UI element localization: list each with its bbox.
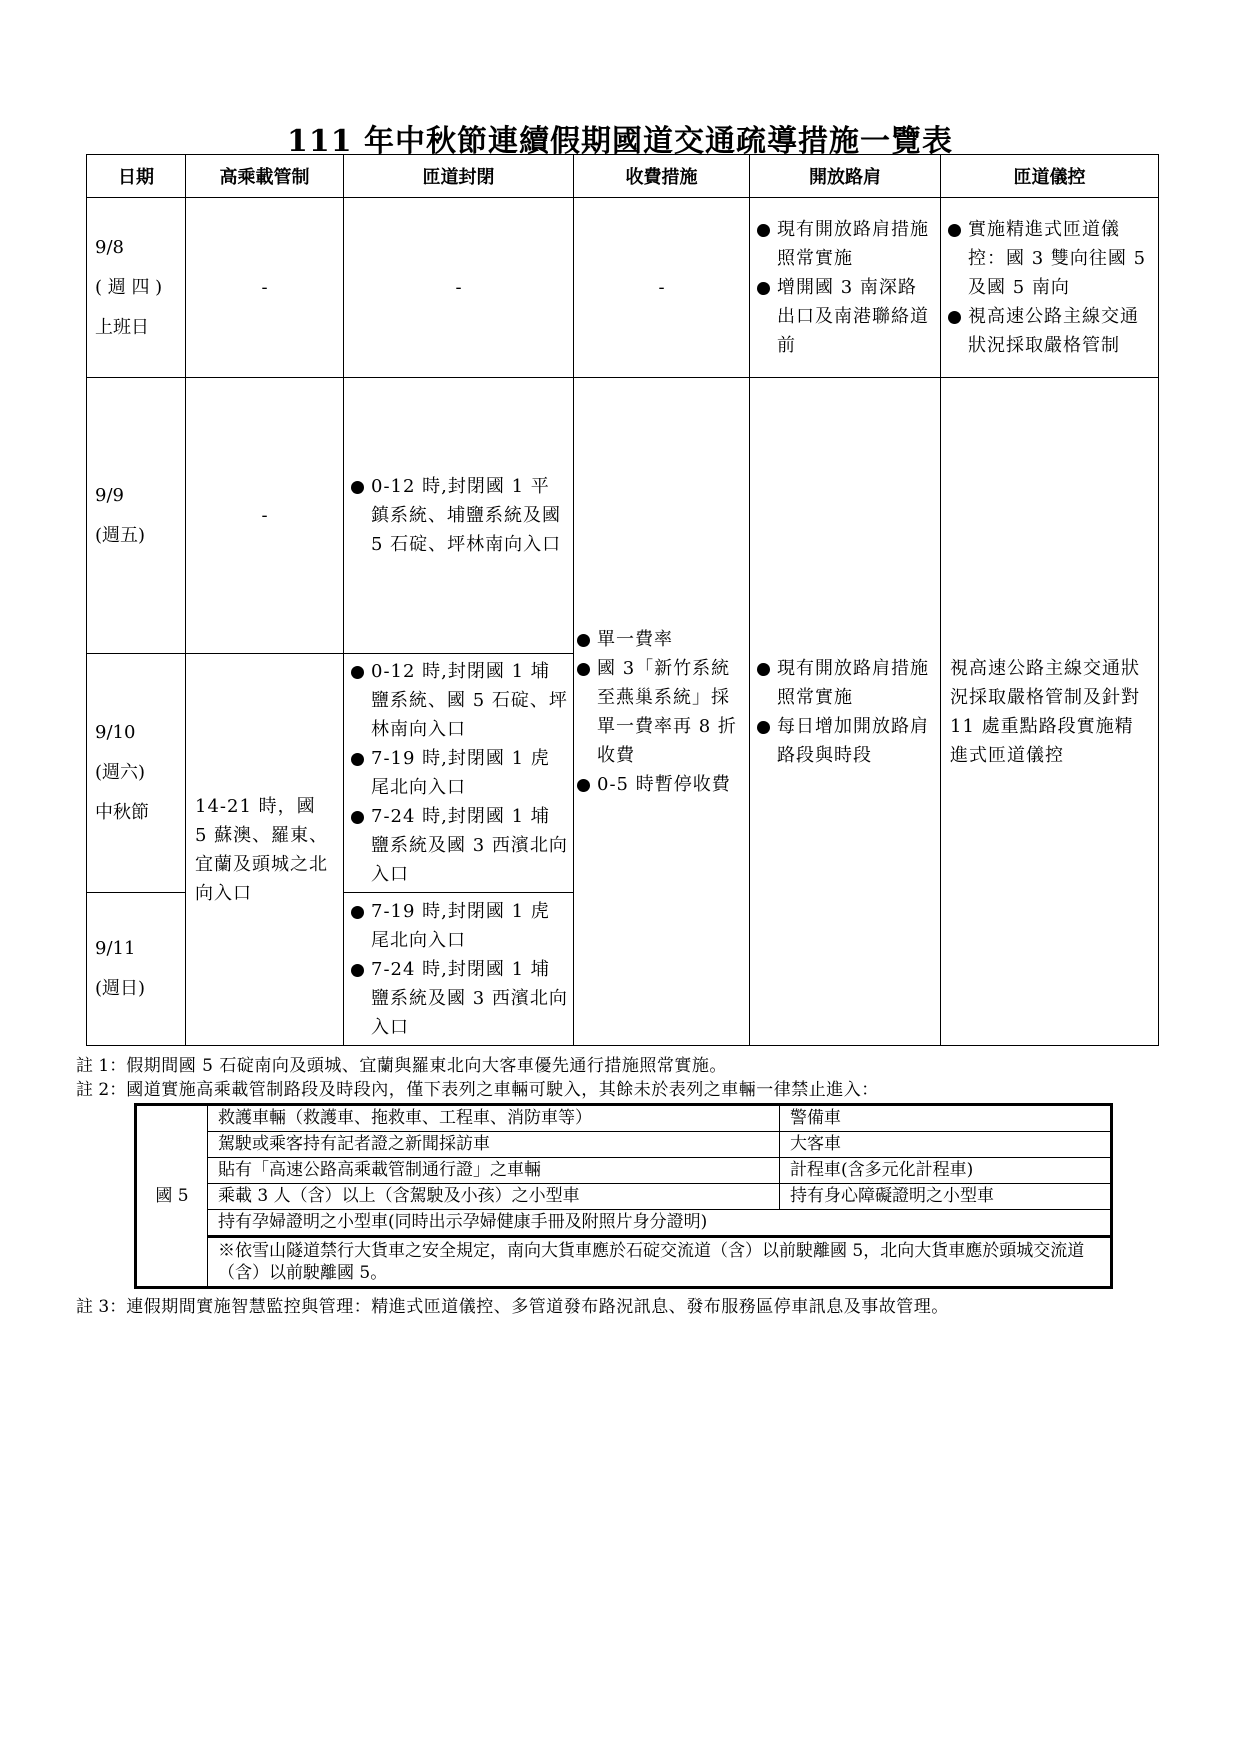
bullet-text: 0-12 時,封閉國 1 埔鹽系統、國 5 石碇、坪林南向入口 xyxy=(371,661,568,740)
list-item xyxy=(755,215,935,273)
list-item xyxy=(349,744,568,802)
weekday-text: (週日) xyxy=(95,978,146,999)
date-cell xyxy=(87,378,186,654)
bullet-icon xyxy=(351,481,364,494)
vehicle-cell: 持有身心障礙證明之小型車 xyxy=(780,1184,1112,1210)
list-item xyxy=(946,215,1153,302)
note-1 xyxy=(76,1055,1166,1078)
bullet-text: 每日增加開放路肩路段與時段 xyxy=(777,715,929,766)
date-text: 9/8 xyxy=(95,236,124,258)
bullet-text: 7-24 時,封閉國 1 埔鹽系統及國 3 西濱北向入口 xyxy=(371,806,568,885)
weekday-text: (週六) xyxy=(95,762,146,783)
hov-cell: - xyxy=(186,198,344,378)
table-row xyxy=(87,378,1159,654)
table-row xyxy=(136,1158,1112,1184)
vehicle-table xyxy=(134,1103,1113,1289)
bullet-text: 0-12 時,封閉國 1 平鎮系統、埔鹽系統及國 5 石碇、坪林南向入口 xyxy=(371,476,562,555)
page-title: 111 年中秋節連續假期國道交通疏導措施一覽表 xyxy=(286,124,954,159)
metering-cell xyxy=(941,378,1159,1046)
date-text: 9/9 xyxy=(95,484,124,506)
list-item xyxy=(349,955,568,1042)
toll-cell xyxy=(574,378,750,1046)
list-item xyxy=(575,625,744,654)
bullet-icon xyxy=(948,311,961,324)
bullet-icon xyxy=(351,811,364,824)
bullet-text: 7-19 時,封閉國 1 虎尾北向入口 xyxy=(371,748,550,798)
list-item xyxy=(755,654,935,712)
route-label: 國 5 xyxy=(136,1105,208,1288)
weekday-text: ( 週 四 ) xyxy=(95,276,163,298)
bullet-icon xyxy=(351,666,364,679)
bullet-icon xyxy=(577,779,590,792)
bullet-text: 視高速公路主線交通狀況採取嚴格管制 xyxy=(968,306,1139,356)
header-ramp-closure: 匝道封閉 xyxy=(344,155,574,198)
bullet-icon xyxy=(757,282,770,295)
bullet-icon xyxy=(351,964,364,977)
bullet-text: 7-19 時,封閉國 1 虎尾北向入口 xyxy=(371,900,550,951)
weekday-text: (週五) xyxy=(95,524,146,546)
table-row xyxy=(87,198,1159,378)
shoulder-cell xyxy=(750,378,941,1046)
date-text: 9/10 xyxy=(95,722,136,743)
note-label: 註 3： xyxy=(76,1297,127,1317)
bullet-icon xyxy=(757,663,770,676)
list-item xyxy=(755,712,935,770)
vehicle-cell: 貼有「高速公路高乘載管制通行證」之車輛 xyxy=(208,1158,780,1184)
vehicle-cell: 計程車(含多元化計程車) xyxy=(780,1158,1112,1184)
note-3 xyxy=(76,1296,1166,1319)
list-item xyxy=(575,770,744,799)
measures-table xyxy=(86,154,1159,1046)
date-cell xyxy=(87,893,186,1046)
hov-text: 14-21 時，國 5 蘇澳、羅東、宜蘭及頭城之北向入口 xyxy=(195,795,329,904)
date-cell xyxy=(87,198,186,378)
ramp-cell xyxy=(344,378,574,654)
table-row xyxy=(136,1237,1112,1288)
header-date: 日期 xyxy=(87,155,186,198)
bullet-icon xyxy=(351,906,364,919)
bullet-icon xyxy=(948,224,961,237)
bullet-text: 0-5 時暫停收費 xyxy=(597,773,731,795)
header-shoulder: 開放路肩 xyxy=(750,155,941,198)
bullet-text: 增開國 3 南深路出口及南港聯絡道前 xyxy=(777,277,929,356)
list-item xyxy=(946,302,1153,360)
bullet-icon xyxy=(577,634,590,647)
bullet-icon xyxy=(351,753,364,766)
toll-cell: - xyxy=(574,198,750,378)
table-row xyxy=(136,1210,1112,1237)
list-item xyxy=(575,654,744,770)
vehicle-cell: 持有孕婦證明之小型車(同時出示孕婦健康手冊及附照片身分證明) xyxy=(208,1210,1112,1237)
day-type-text: 中秋節 xyxy=(95,802,149,823)
note-label: 註 2： xyxy=(76,1080,127,1100)
list-item xyxy=(349,472,568,559)
hov-cell xyxy=(186,654,344,1046)
note-text: 國道實施高乘載管制路段及時段內，僅下表列之車輛可駛入，其餘未於表列之車輛一律禁止進入： xyxy=(126,1080,879,1100)
header-toll: 收費措施 xyxy=(574,155,750,198)
list-item xyxy=(349,802,568,889)
table-row xyxy=(136,1184,1112,1210)
header-ramp-metering: 匝道儀控 xyxy=(941,155,1159,198)
date-cell xyxy=(87,654,186,893)
note-2 xyxy=(76,1079,1166,1102)
hov-cell: - xyxy=(186,378,344,654)
truck-notice: ※依雪山隧道禁行大貨車之安全規定，南向大貨車應於石碇交流道（含）以前駛離國 5，北向大貨車應於頭城交流道（含）以前駛離國 5。 xyxy=(208,1237,1112,1288)
bullet-text: 單一費率 xyxy=(597,628,673,650)
vehicle-cell: 大客車 xyxy=(780,1132,1112,1158)
bullet-text: 現有開放路肩措施照常實施 xyxy=(777,219,929,269)
shoulder-cell xyxy=(750,198,941,378)
list-item xyxy=(349,897,568,955)
metering-text: 視高速公路主線交通狀況採取嚴格管制及針對 11 處重點路段實施精進式匝道儀控 xyxy=(950,657,1140,766)
list-item xyxy=(755,273,935,360)
vehicle-cell: 乘載 3 人（含）以上（含駕駛及小孩）之小型車 xyxy=(208,1184,780,1210)
table-header-row xyxy=(87,155,1159,198)
ramp-cell xyxy=(344,893,574,1046)
bullet-text: 國 3「新竹系統至燕巢系統」採單一費率再 8 折收費 xyxy=(597,657,737,766)
bullet-text: 實施精進式匝道儀控：國 3 雙向往國 5 及國 5 南向 xyxy=(968,219,1147,298)
bullet-text: 7-24 時,封閉國 1 埔鹽系統及國 3 西濱北向入口 xyxy=(371,958,568,1038)
note-text: 假期間國 5 石碇南向及頭城、宜蘭與羅東北向大客車優先通行措施照常實施。 xyxy=(126,1056,727,1076)
header-hov: 高乘載管制 xyxy=(186,155,344,198)
table-row xyxy=(136,1132,1112,1158)
note-label: 註 1： xyxy=(76,1056,127,1076)
bullet-icon xyxy=(577,663,590,676)
metering-cell xyxy=(941,198,1159,378)
list-item xyxy=(349,657,568,744)
vehicle-cell: 駕駛或乘客持有記者證之新聞採訪車 xyxy=(208,1132,780,1158)
date-text: 9/11 xyxy=(95,938,136,959)
vehicle-cell: 警備車 xyxy=(780,1105,1112,1132)
bullet-icon xyxy=(757,721,770,734)
bullet-icon xyxy=(757,224,770,237)
bullet-text: 現有開放路肩措施照常實施 xyxy=(777,657,929,708)
table-row xyxy=(136,1105,1112,1132)
day-type-text: 上班日 xyxy=(95,316,149,338)
ramp-cell: - xyxy=(344,198,574,378)
ramp-cell xyxy=(344,654,574,893)
note-text: 連假期間實施智慧監控與管理：精進式匝道儀控、多管道發布路況訊息、發布服務區停車訊息及事故管理。 xyxy=(126,1297,949,1317)
vehicle-cell: 救護車輛（救護車、拖救車、工程車、消防車等） xyxy=(208,1105,780,1132)
